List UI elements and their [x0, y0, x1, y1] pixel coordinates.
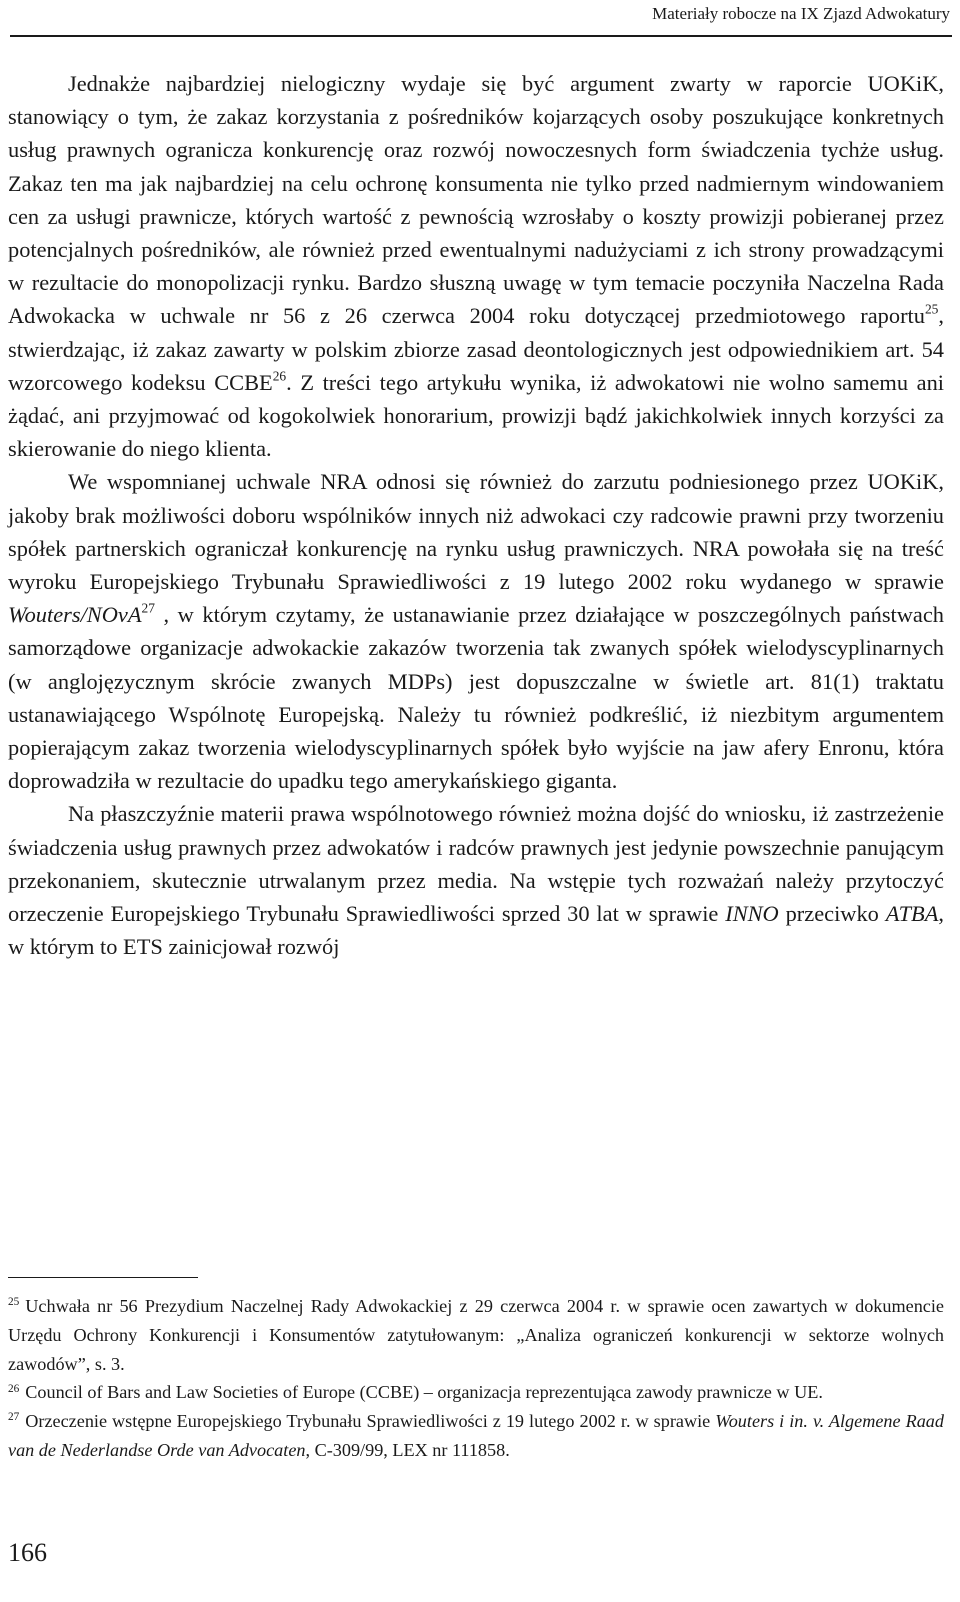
footnote-number: 25: [8, 1296, 20, 1309]
paragraph-2: [8, 465, 944, 797]
case-party-atba: ATBA: [885, 901, 939, 927]
case-name-wouters: Wouters/NOvA: [8, 602, 142, 628]
running-title: Materiały robocze na IX Zjazd Adwokatury: [652, 4, 950, 23]
footnote-ref-25: 25: [924, 302, 939, 318]
paragraph-2-text-b: , w którym czytamy, że ustanawianie przez działające w poszczególnych państwach samorządowe organizacje adwokackie zakazów tworzenia tak zwanych spółek wielodyscyplinarnych (w anglojęzycznym skrócie zwanych MDPs) jest dopuszczalne w świetle art. 81(1) traktatu ustanawiającego Wspólnotę Europejską. Należy tu również podkreślić, iż niezbitym argumentem popierającym zakaz tworzenia wielodyscyplinarnych spółek było wyjście na jaw afery Enronu, która doprowadziła w rezultacie do upadku tego amerykańskiego giganta.: [8, 602, 944, 794]
paragraph-1: [8, 67, 944, 465]
footnote-text: Orzeczenie wstępne Europejskiego Trybunału Sprawiedliwości z 19 lutego 2002 r. w sprawie: [25, 1411, 716, 1432]
paragraph-3: [8, 797, 944, 963]
page-number: 166: [8, 1538, 47, 1567]
case-party-inno: INNO: [725, 901, 779, 927]
paragraph-2-text-a: We wspomnianej uchwale NRA odnosi się również do zarzutu podniesionego przez UOKiK, jakoby brak możliwości doboru wspólników innych niż adwokaci czy radcowie prawni przy tworzeniu spółek partnerskich ograniczał konkurencję na rynku usług prawniczych. NRA powołała się na treść wyroku Europejskiego Trybunału Sprawiedliwości z 19 lutego 2002 roku wydanego w sprawie: [8, 469, 944, 595]
footnote-26: [8, 1378, 944, 1407]
footnotes: [8, 1292, 944, 1465]
footnote-ref-27: 27: [141, 600, 155, 616]
footnote-27: [8, 1407, 944, 1465]
main-text: [8, 67, 944, 963]
footnote-separator: [8, 1277, 198, 1278]
footnote-text: Uchwała nr 56 Prezydium Naczelnej Rady Adwokackiej z 29 czerwca 2004 r. w sprawie ocen zawartych w dokumencie Urzędu Ochrony Konkurencji i Konsumentów zatytułowanym: „Analiza ograniczeń konkurencji w sektorze wolnych zawodów”, s. 3.: [8, 1296, 944, 1374]
paragraph-3-text-b: przeciwko: [778, 901, 886, 927]
footnote-25: [8, 1292, 944, 1378]
footnote-text-tail: , C-309/99, LEX nr 111858.: [305, 1439, 510, 1460]
paragraph-3-text-a: Na płaszczyźnie materii prawa wspólnotowego również można dojść do wniosku, iż zastrzeżenie świadczenia usług prawnych przez adwokatów i radców prawnych jest jedynie powszechnie panującym przekonaniem, skutecznie utrwalanym przez media. Na wstępie tych rozważań należy przytoczyć orzeczenie Europejskiego Trybunału Sprawiedliwości sprzed 30 lat w sprawie: [8, 801, 944, 927]
footnote-number: 27: [8, 1411, 20, 1424]
header-rule: [10, 35, 952, 37]
footnote-number: 26: [8, 1382, 20, 1395]
footnote-ref-26: 26: [272, 368, 287, 384]
footnote-text: Council of Bars and Law Societies of Europe (CCBE) – organizacja reprezentująca zawody prawnicze w UE.: [25, 1382, 823, 1403]
paragraph-1-text-b: , stwierdzając, iż zakaz zawarty w polskim zbiorze zasad deontologicznych jest odpowiednikiem art. 54 wzorcowego kodeksu CCBE: [8, 303, 944, 395]
paragraph-1-text-c: . Z treści tego artykułu wynika, iż adwokatowi nie wolno samemu ani żądać, ani przyjmować od kogokolwiek honorarium, prowizji bądź jakichkolwiek innych korzyści za skierowanie do niego klienta.: [8, 369, 944, 462]
paragraph-3-text-c: , w którym to ETS zainicjował rozwój: [8, 901, 944, 960]
running-header: [0, 0, 960, 37]
paragraph-1-text-a: Jednakże najbardziej nielogiczny wydaje się być argument zwarty w raporcie UOKiK, stanowiący o tym, że zakaz korzystania z pośredników kojarzących osoby poszukujące konkretnych usług prawnych ogranicza konkurencję oraz rozwój nowoczesnych form świadczenia tychże usług. Zakaz ten ma jak najbardziej na celu ochronę konsumenta nie tylko przed nadmiernym windowaniem cen za usługi prawnicze, których wartość z pewnością wzrosłaby o koszty prowizji pobieranej przez potencjalnych pośredników, ale również przed ewentualnymi nadużyciami z ich strony prowadzącymi w rezultacie do monopolizacji rynku. Bardzo słuszną uwagę w tym temacie poczyniła Naczelna Rada Adwokacka w uchwale nr 56 z 26 czerwca 2004 roku dotyczącej przedmiotowego raportu: [8, 71, 944, 329]
footnote-case-title: Wouters i in. v. Algemene Raad van de Nederlandse Orde van Advocaten: [8, 1411, 944, 1460]
